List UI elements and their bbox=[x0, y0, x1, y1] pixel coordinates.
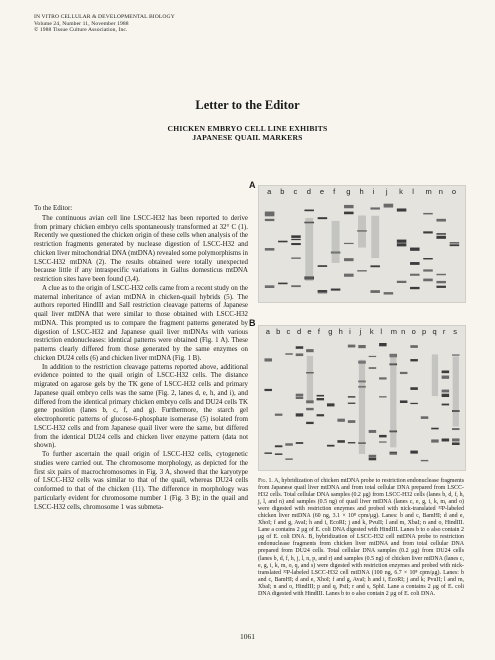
lane-label-o: o bbox=[411, 327, 416, 336]
page-number: 1061 bbox=[240, 632, 255, 641]
gel-band bbox=[410, 274, 420, 276]
gel-band bbox=[278, 241, 288, 243]
journal-volume: Volume 24, Number 11, November 1988 bbox=[34, 20, 129, 27]
lane-label-m: m bbox=[390, 327, 397, 336]
gel-band bbox=[296, 397, 304, 399]
figure-panel-a-label: A bbox=[249, 180, 256, 190]
gel-smear bbox=[332, 221, 340, 263]
gel-band bbox=[423, 258, 433, 259]
lane-label-l: l bbox=[380, 327, 382, 336]
lane-label-d: d bbox=[296, 327, 302, 336]
lane-label-c: c bbox=[293, 187, 298, 196]
gel-bands-panel-b bbox=[259, 326, 465, 470]
gel-band bbox=[344, 258, 354, 261]
lane-label-h: h bbox=[359, 187, 364, 196]
lane-label-p: p bbox=[422, 327, 427, 336]
lane-label-e: e bbox=[307, 327, 312, 336]
gel-band bbox=[306, 408, 314, 410]
gel-band bbox=[296, 394, 304, 397]
gel-band bbox=[452, 354, 460, 355]
journal-header bbox=[34, 14, 175, 34]
gel-band bbox=[348, 403, 356, 404]
gel-band bbox=[344, 274, 354, 277]
gel-band bbox=[337, 440, 345, 443]
lane-label-k: k bbox=[399, 187, 403, 196]
lane-label-a: a bbox=[267, 187, 272, 196]
gel-band bbox=[278, 283, 288, 285]
gel-band bbox=[410, 287, 420, 289]
gel-band bbox=[410, 345, 418, 348]
gel-band bbox=[265, 248, 275, 251]
gel-band bbox=[442, 390, 450, 393]
gel-band bbox=[275, 414, 283, 416]
gel-smear bbox=[358, 215, 366, 247]
gel-smear bbox=[371, 216, 379, 258]
gel-smear bbox=[453, 356, 459, 426]
gel-band bbox=[442, 370, 450, 373]
gel-image-panel-b bbox=[258, 325, 466, 471]
gel-band bbox=[296, 346, 304, 349]
body-paragraph-3: In addition to the restriction cleavage patterns reported above, additional evidence pointed to the quail origin of LSCC-H32 cells. The distance migrated on agarose gels by the TK gene of LSCC-H32 cells and primary Japanese quail embryo cells was the same (Fig. 2, lanes d, e, h, and i), and differed from the identical primary chicken embryo cells and DU24 cells TK gene position (lanes b, c, f, and g). Furthermore, the starch gel electrophoretic patterns of glucose-6-phosphate isomerase (5) isolated from LSCC-H32 cells and from Japanese quail liver were the same, but differed from the identical DU24 cells and chicken liver enzyme pattern (data not shown). bbox=[34, 363, 248, 450]
gel-band bbox=[450, 244, 460, 246]
gel-band bbox=[442, 404, 450, 406]
gel-band bbox=[317, 415, 325, 416]
caption-label: Fig. 1. bbox=[258, 478, 273, 484]
gel-band bbox=[379, 343, 387, 346]
gel-band bbox=[327, 445, 335, 447]
gel-band bbox=[306, 422, 314, 424]
gel-band bbox=[436, 219, 446, 222]
gel-band bbox=[265, 219, 275, 221]
gel-band bbox=[317, 395, 325, 397]
lane-label-o: o bbox=[451, 187, 457, 196]
gel-band bbox=[265, 285, 275, 287]
article-title bbox=[0, 124, 495, 142]
gel-band bbox=[291, 239, 301, 240]
gel-band bbox=[344, 243, 354, 244]
gel-band bbox=[400, 372, 408, 374]
lane-label-f: f bbox=[317, 327, 320, 336]
gel-band bbox=[344, 212, 354, 215]
gel-band bbox=[379, 441, 387, 442]
figure-panel-b-label: B bbox=[249, 318, 256, 328]
gel-band bbox=[296, 413, 304, 416]
gel-band bbox=[410, 451, 418, 454]
gel-band bbox=[379, 435, 387, 438]
gel-band bbox=[423, 269, 433, 271]
lane-label-d: d bbox=[306, 187, 311, 196]
gel-band bbox=[275, 445, 283, 447]
lane-label-r: r bbox=[442, 327, 446, 336]
gel-band bbox=[291, 285, 301, 287]
gel-band bbox=[436, 233, 446, 234]
gel-band bbox=[318, 265, 328, 267]
gel-band bbox=[317, 398, 325, 400]
gel-band bbox=[369, 367, 377, 369]
gel-band bbox=[369, 356, 377, 357]
gel-band bbox=[296, 442, 304, 444]
gel-smear bbox=[359, 360, 365, 454]
gel-band bbox=[264, 452, 272, 453]
lane-label-n: n bbox=[401, 327, 406, 336]
caption-text: A, hybridization of chicken mtDNA probe to restriction endonuclease fragments from Japanese quail liver mtDNA and from total cellular DNA prepared from LSCC-H32 cells. Total cellular DNA samples (0.2 μg) from LSCC-H32 cells (lanes b, d, f, h, j, l, and n) and samples (0.5 ng) of quail liver mtDNA (lanes c, e, g, i, k, m, and o) were digested with restriction enzymes and probed with nick-translated ³²P-labeled chicken liver mtDNA (60 ng, 3.1 × 10⁸ cpm/μg). Lanes: b and c, BamHI; d and e, XhoI; f and g, AvaI; h and i, EcoRI; j and k, PvuII; l and m, XbaI; n and o, HindIII. Lane a contains 2 μg of E. coli DNA digested with HindIII. Lanes b to o also contain 2 μg of E. coli DNA. B, hybridization of LSCC-H32 cell mtDNA probe to restriction endonuclease fragments from chicken liver mtDNA and from total cellular DNA prepared from DU24 cells. Total cellular DNA samples (0.2 μg) from DU24 cells (lanes b, d, f, h, j, l, n, p, and r) and samples (0.5 ng) of chicken liver mtDNA (lanes c, e, g, i, k, m, o, q, and s) were digested with restriction enzymes and probed with nick-translated ³²P-labeled LSCC-H32 cell mtDNA (100 ng, 6.7 × 10⁸ cpm/μg). Lanes: b and c, BamHI; d and e, XhoI; f and g, AvaI; h and i, EcoRI; j and k; PvuII; l and m, XbaI; n and o, HindIII; p and q, PstI; r and s, SphI. Lane a contains 2 μg of E. coli DNA digested with HindIII. Lanes b to o also contain 2 μg of E. coli DNA. bbox=[258, 478, 464, 597]
gel-band bbox=[397, 281, 407, 283]
lane-label-i: i bbox=[372, 187, 375, 196]
lane-label-j: j bbox=[385, 187, 388, 196]
lane-label-g: g bbox=[328, 327, 333, 336]
gel-band bbox=[421, 416, 429, 419]
body-paragraph-1: The continuous avian cell line LSCC-H32 has been reported to derive from primary chicken embryo cells spontaneously transformed at 32° C (1). Recently we questioned the chicken origin of these cells when analysis of the restriction fragments generated by nuclease digestion of LSCC-H32 and chicken liver mitochondrial DNA (mtDNA) revealed some polymorphisms in LSCC-H32 mtDNA (2). The results obtained were totally unexpected because little if any intraspecific variations in Gallus domesticus mtDNA restriction sites have been found (3,4). bbox=[34, 214, 248, 283]
lane-label-n: n bbox=[438, 187, 443, 196]
gel-band bbox=[291, 235, 301, 238]
lane-label-m: m bbox=[425, 187, 432, 196]
gel-band bbox=[285, 353, 293, 355]
gel-band bbox=[348, 420, 356, 423]
body-paragraph-4: To further ascertain the quail origin of LSCC-H32 cells, cytogenetic studies were carried out. The chromosome morphology, as depicted for the first six pairs of macrochromosomes in Fig. 3 A, showed that the karyotype of LSCC-H32 cells was similar to that of the quail, whereas DU24 cells conformed to that of the chicken (11). The difference in morphology was particularly evident for chromosome number 1 (Fig. 3 B); in the quail and LSCC-H32 cells, chromosome 1 was submeta- bbox=[34, 451, 248, 511]
lane-label-k: k bbox=[369, 327, 374, 336]
gel-band bbox=[442, 394, 450, 397]
gel-smear bbox=[307, 356, 313, 400]
gel-band bbox=[265, 287, 275, 288]
lane-label-e: e bbox=[319, 187, 325, 196]
gel-band bbox=[369, 457, 377, 460]
lane-label-l: l bbox=[412, 187, 414, 196]
gel-band bbox=[291, 257, 301, 258]
gel-band bbox=[410, 359, 418, 361]
salutation: To the Editor: bbox=[34, 205, 73, 212]
gel-band bbox=[358, 345, 366, 348]
gel-band bbox=[369, 455, 377, 457]
gel-band bbox=[306, 349, 314, 352]
gel-image-panel-a bbox=[258, 185, 466, 303]
lane-label-b: b bbox=[276, 327, 281, 336]
lane-label-s: s bbox=[453, 327, 458, 336]
gel-band bbox=[410, 248, 420, 251]
gel-band bbox=[357, 270, 367, 271]
gel-band bbox=[370, 207, 380, 209]
gel-band bbox=[400, 400, 408, 403]
gel-band bbox=[436, 274, 446, 275]
gel-band bbox=[397, 243, 407, 246]
gel-band bbox=[296, 353, 304, 356]
figure-caption bbox=[258, 478, 464, 598]
gel-band bbox=[348, 345, 356, 348]
gel-band bbox=[436, 286, 446, 288]
gel-band bbox=[318, 217, 328, 219]
lane-label-b: b bbox=[280, 187, 285, 196]
journal-copyright: © 1988 Tissue Culture Association, Inc. bbox=[34, 27, 128, 34]
lane-label-g: g bbox=[346, 187, 351, 196]
lane-label-q: q bbox=[432, 327, 437, 336]
gel-band bbox=[379, 377, 387, 379]
gel-band bbox=[452, 443, 460, 445]
gel-band bbox=[436, 281, 446, 283]
lane-label-i: i bbox=[349, 327, 351, 336]
gel-band bbox=[285, 458, 293, 459]
lane-label-f: f bbox=[333, 187, 336, 196]
gel-band bbox=[304, 210, 314, 212]
gel-band bbox=[264, 389, 272, 391]
gel-smear bbox=[390, 355, 396, 448]
gel-band bbox=[431, 428, 439, 430]
gel-band bbox=[421, 460, 429, 461]
gel-band bbox=[331, 289, 341, 291]
gel-band bbox=[410, 387, 418, 390]
gel-band bbox=[285, 443, 293, 445]
gel-smear bbox=[305, 218, 313, 281]
gel-band bbox=[423, 231, 433, 233]
gel-band bbox=[344, 205, 354, 208]
gel-bands-panel-a bbox=[259, 186, 465, 302]
gel-band bbox=[337, 419, 345, 422]
gel-band bbox=[379, 396, 387, 397]
gel-band bbox=[327, 403, 335, 406]
gel-band bbox=[348, 442, 356, 443]
gel-band bbox=[390, 453, 398, 455]
letter-body bbox=[34, 205, 248, 512]
gel-band bbox=[384, 292, 394, 294]
letter-title: Letter to the Editor bbox=[195, 98, 300, 112]
lane-label-a: a bbox=[265, 327, 270, 336]
gel-band bbox=[442, 376, 450, 379]
gel-smear bbox=[432, 354, 438, 396]
gel-band bbox=[442, 439, 450, 442]
gel-band bbox=[436, 236, 446, 239]
article-title-line2: JAPANESE QUAIL MARKERS bbox=[192, 133, 303, 142]
article-title-line1: CHICKEN EMBRYO CELL LINE EXHIBITS bbox=[167, 124, 328, 133]
lane-label-h: h bbox=[338, 327, 343, 336]
gel-band bbox=[306, 400, 314, 403]
gel-band bbox=[318, 290, 328, 292]
body-paragraph-2: A clue as to the origin of LSCC-H32 cells came from a recent study on the maternal inheritance of avian mtDNA in chicken-quail hybrids (5). The authors reported HindIII and SalI restriction cleavage patterns of Japanese quail liver mtDNA that were similar to those obtained with LSCC-H32 mtDNA. This prompted us to compare the fragment patterns generated by digestion of LSCC-H32 and Japanese quail liver mtDNAs with various restriction endonucleases: identical patterns were obtained (Fig. 1 A). These patterns clearly differed from those generated by the same enzymes on chicken DU24 cells (6) and chicken liver mtDNA (Fig. 1 B). bbox=[34, 284, 248, 362]
gel-band bbox=[265, 212, 275, 215]
gel-band bbox=[348, 396, 356, 397]
gel-band bbox=[275, 453, 283, 454]
gel-band bbox=[423, 279, 433, 282]
gel-band bbox=[397, 240, 407, 243]
gel-band bbox=[370, 290, 380, 293]
gel-band bbox=[452, 438, 460, 441]
gel-band bbox=[370, 265, 380, 267]
gel-band bbox=[410, 262, 420, 265]
gel-band bbox=[410, 403, 418, 404]
gel-band bbox=[384, 204, 394, 205]
gel-band bbox=[452, 428, 460, 430]
lane-label-c: c bbox=[286, 327, 291, 336]
gel-band bbox=[397, 208, 407, 211]
gel-band bbox=[291, 243, 301, 245]
gel-band bbox=[431, 439, 439, 442]
gel-band bbox=[450, 242, 460, 244]
gel-band bbox=[264, 358, 272, 361]
lane-label-j: j bbox=[359, 327, 362, 336]
journal-name: IN VITRO CELLULAR & DEVELOPMENTAL BIOLOGY bbox=[34, 14, 175, 20]
gel-band bbox=[369, 430, 377, 433]
gel-band bbox=[423, 213, 433, 215]
